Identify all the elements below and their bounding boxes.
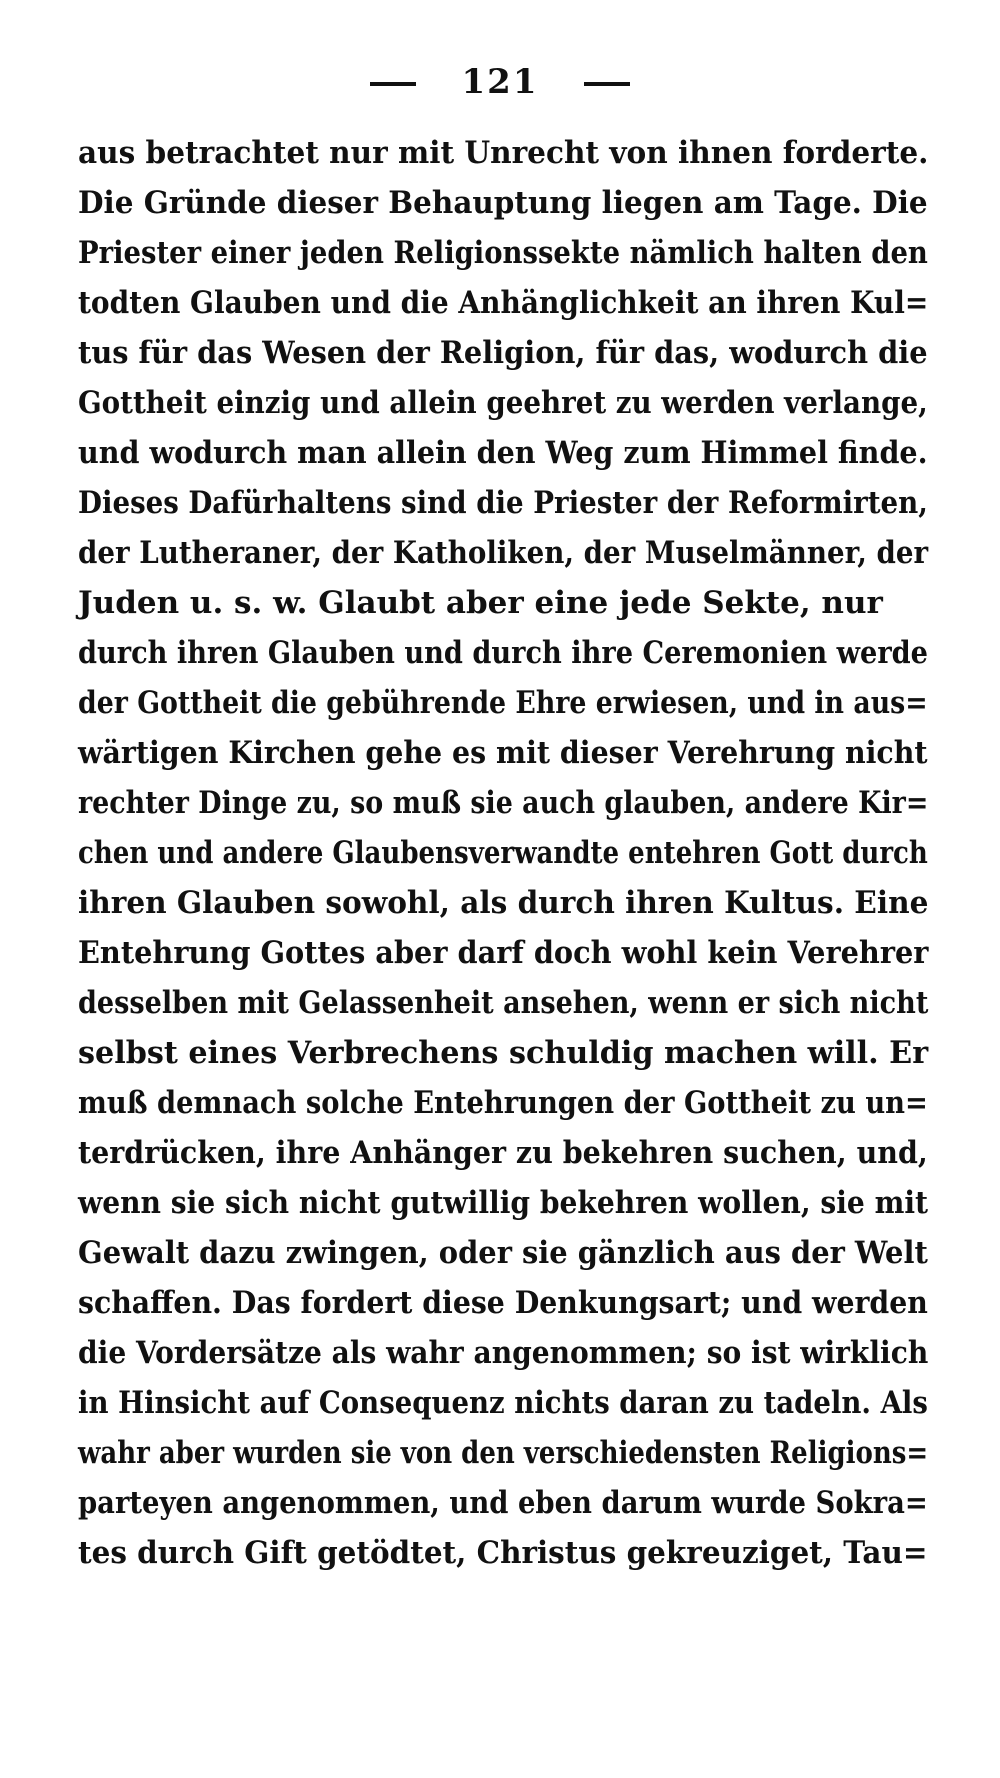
page-header bbox=[0, 62, 1000, 102]
text-line: selbst eines Verbrechens schuldig machen will. Er bbox=[78, 1035, 929, 1071]
text-line: todten Glauben und die Anhänglichkeit an ihren Kul= bbox=[78, 285, 929, 321]
text-line: tus für das Wesen der Religion, für das, wodurch die bbox=[78, 335, 928, 371]
text-line: wahr aber wurden sie von den verschiedensten Religions= bbox=[78, 1435, 929, 1471]
text-line: chen und andere Glaubensverwandte entehren Gott durch bbox=[78, 835, 928, 871]
text-line: Entehrung Gottes aber darf doch wohl kein Verehrer bbox=[78, 935, 929, 971]
text-line: terdrücken, ihre Anhänger zu bekehren suchen, und, bbox=[78, 1135, 928, 1171]
text-line: muß demnach solche Entehrungen der Gottheit zu un= bbox=[78, 1085, 928, 1121]
text-line: rechter Dinge zu, so muß sie auch glauben, andere Kir= bbox=[78, 785, 929, 821]
text-line: und wodurch man allein den Weg zum Himmel finde. bbox=[78, 435, 928, 471]
text-line: schaffen. Das fordert diese Denkungsart; und werden bbox=[78, 1285, 928, 1321]
text-line: Priester einer jeden Religionssekte nämlich halten den bbox=[78, 235, 928, 271]
text-line: der Gottheit die gebührende Ehre erwiesen, und in aus= bbox=[78, 685, 928, 721]
text-line: desselben mit Gelassenheit ansehen, wenn er sich nicht bbox=[78, 985, 929, 1021]
text-line: Die Gründe dieser Behauptung liegen am Tage. Die bbox=[78, 185, 928, 221]
text-line: ihren Glauben sowohl, als durch ihren Kultus. Eine bbox=[78, 885, 929, 921]
header-dash-left bbox=[370, 82, 416, 86]
text-line: Gewalt dazu zwingen, oder sie gänzlich aus der Welt bbox=[78, 1235, 928, 1271]
header-dash-right bbox=[584, 82, 630, 86]
text-line: Dieses Dafürhaltens sind die Priester der Reformirten, bbox=[78, 485, 928, 521]
text-line: tes durch Gift getödtet, Christus gekreuziget, Tau= bbox=[78, 1535, 928, 1571]
text-line: durch ihren Glauben und durch ihre Ceremonien werde bbox=[78, 635, 928, 671]
text-line: aus betrachtet nur mit Unrecht von ihnen forderte. bbox=[78, 135, 929, 171]
text-line: Gottheit einzig und allein geehret zu werden verlange, bbox=[78, 385, 928, 421]
text-line: wenn sie sich nicht gutwillig bekehren wollen, sie mit bbox=[78, 1185, 929, 1221]
page-number: 121 bbox=[461, 62, 539, 102]
text-line: die Vordersätze als wahr angenommen; so ist wirklich bbox=[78, 1335, 929, 1371]
text-line: parteyen angenommen, und eben darum wurde Sokra= bbox=[78, 1485, 928, 1521]
text-line: der Lutheraner, der Katholiken, der Muselmänner, der bbox=[78, 535, 929, 571]
text-line: wärtigen Kirchen gehe es mit dieser Verehrung nicht bbox=[78, 735, 928, 771]
body-text bbox=[78, 128, 928, 1578]
text-line: in Hinsicht auf Consequenz nichts daran zu tadeln. Als bbox=[78, 1385, 928, 1421]
text-line: Juden u. s. w. Glaubt aber eine jede Sekte, nur bbox=[78, 585, 883, 621]
